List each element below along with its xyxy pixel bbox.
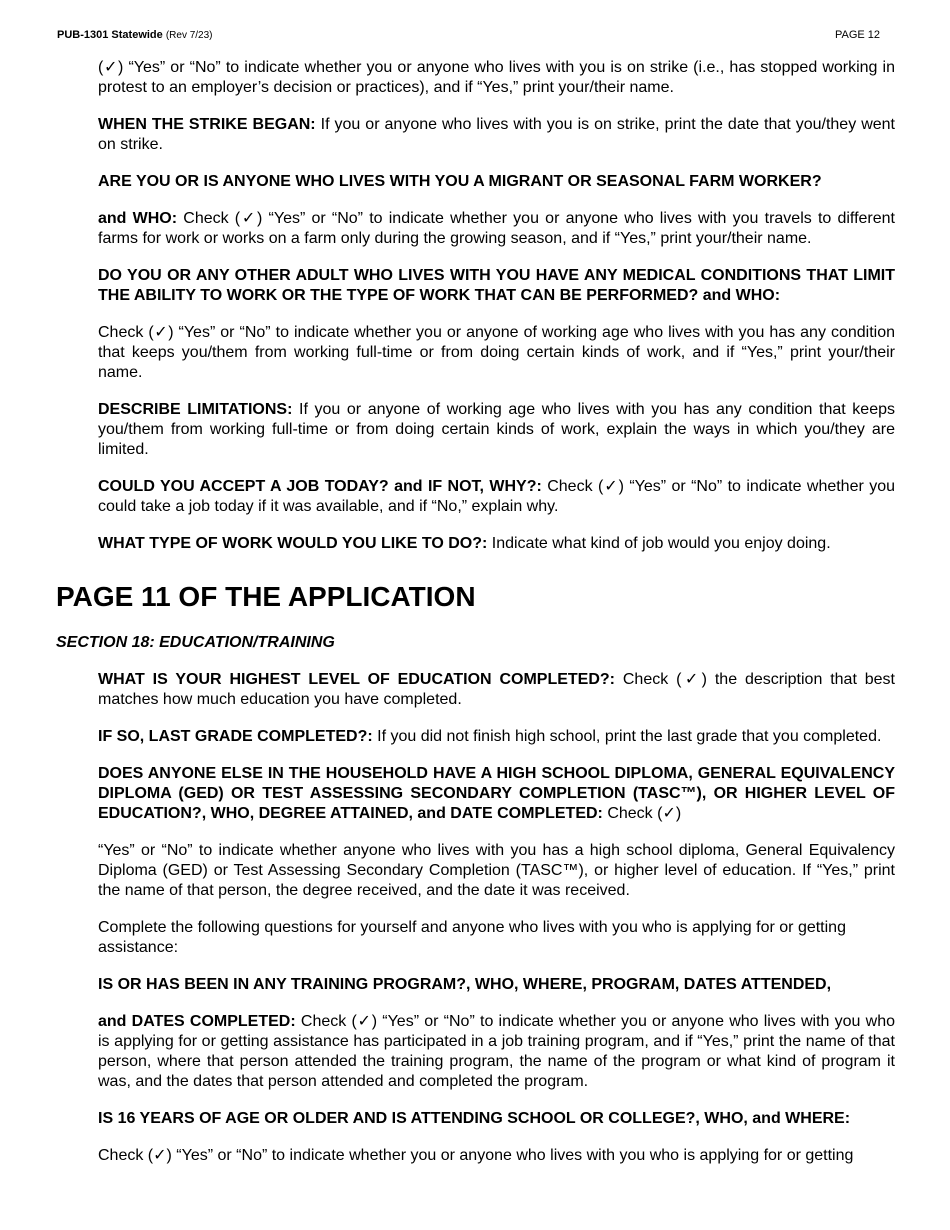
document-id xyxy=(57,29,213,41)
revision-label: (Rev 7/23) xyxy=(165,30,213,41)
paragraph-work-type: WHAT TYPE OF WORK WOULD YOU LIKE TO DO?: Indicate what kind of job would you enjoy doing. xyxy=(98,535,831,552)
paragraph-training: and DATES COMPLETED: Check (✓) “Yes” or “No” to indicate whether you or anyone who lives with you who is applying for or getting assistance has participated in a job training program, and if “Yes,” print the name of that person, where that person attended the training program, the name of the program or what kind of program it was, and the dates that person attended and completed the program. xyxy=(98,1013,895,1090)
paragraph-medical: Check (✓) “Yes” or “No” to indicate whether you or anyone of working age who lives with you has any condition that keeps you/them from working full-time or from doing certain kinds of work, and if “Yes,” print your/their name. xyxy=(98,324,895,381)
heading-school: IS 16 YEARS OF AGE OR OLDER AND IS ATTENDING SCHOOL OR COLLEGE?, WHO, and WHERE: xyxy=(98,1110,851,1127)
doc-id-label: PUB-1301 Statewide xyxy=(57,29,163,41)
section-subtitle: SECTION 18: EDUCATION/TRAINING xyxy=(56,634,335,651)
paragraph-diploma-detail: “Yes” or “No” to indicate whether anyone who lives with you has a high school diploma, General Equivalency Diploma (GED) or Test Assessing Secondary Completion (TASC™), or higher level of education. If “Yes,” print the name of that person, the degree received, and the date it was received. xyxy=(98,842,895,899)
paragraph-education-level: WHAT IS YOUR HIGHEST LEVEL OF EDUCATION COMPLETED?: Check (✓) the description that best matches how much education you have completed. xyxy=(98,671,895,708)
paragraph-last-grade: IF SO, LAST GRADE COMPLETED?: If you did not finish high school, print the last grade that you completed. xyxy=(98,728,882,745)
section-title: PAGE 11 OF THE APPLICATION xyxy=(56,581,476,612)
heading-medical: DO YOU OR ANY OTHER ADULT WHO LIVES WITH YOU HAVE ANY MEDICAL CONDITIONS THAT LIMIT THE ABILITY TO WORK OR THE TYPE OF WORK THAT CAN BE PERFORMED? and WHO: xyxy=(98,267,895,304)
paragraph-accept-job: COULD YOU ACCEPT A JOB TODAY? and IF NOT, WHY?: Check (✓) “Yes” or “No” to indicate whether you could take a job today if it was available, and if “No,” explain why. xyxy=(98,478,895,515)
paragraph-strike-began: WHEN THE STRIKE BEGAN: If you or anyone who lives with you is on strike, print the date that you/they went on strike. xyxy=(98,116,895,153)
paragraph-household-diploma: DOES ANYONE ELSE IN THE HOUSEHOLD HAVE A HIGH SCHOOL DIPLOMA, GENERAL EQUIVALENCY DIPLOMA (GED) OR TEST ASSESSING SECONDARY COMPLETION (TASC™), OR HIGHER LEVEL OF EDUCATION?, WHO, DEGREE ATTAINED, and DATE COMPLETED: Check (✓) xyxy=(98,765,895,822)
content-block-1 xyxy=(98,58,895,571)
paragraph-school: Check (✓) “Yes” or “No” to indicate whether you or anyone who lives with you who is applying for or getting xyxy=(98,1147,854,1164)
content-block-2 xyxy=(98,670,895,1183)
heading-migrant: ARE YOU OR IS ANYONE WHO LIVES WITH YOU A MIGRANT OR SEASONAL FARM WORKER? xyxy=(98,173,822,190)
page-number: PAGE 12 xyxy=(835,29,881,41)
paragraph-strike: (✓) “Yes” or “No” to indicate whether you or anyone who lives with you is on strike (i.e., has stopped working in protest to an employer’s decision or practices), and if “Yes,” print your/their name. xyxy=(98,59,895,96)
paragraph-limitations: DESCRIBE LIMITATIONS: If you or anyone of working age who lives with you has any condition that keeps you/them from working full-time or from doing certain kinds of work, explain the ways in which you/they are limited. xyxy=(98,401,895,458)
paragraph-complete-questions: Complete the following questions for yourself and anyone who lives with you who is applying for or getting assistance: xyxy=(98,919,846,956)
paragraph-migrant: and WHO: Check (✓) “Yes” or “No” to indicate whether you or anyone who lives with you travels to different farms for work or works on a farm only during the growing season, and if “Yes,” print your/their name. xyxy=(98,210,895,247)
heading-training: IS OR HAS BEEN IN ANY TRAINING PROGRAM?, WHO, WHERE, PROGRAM, DATES ATTENDED, xyxy=(98,976,832,993)
